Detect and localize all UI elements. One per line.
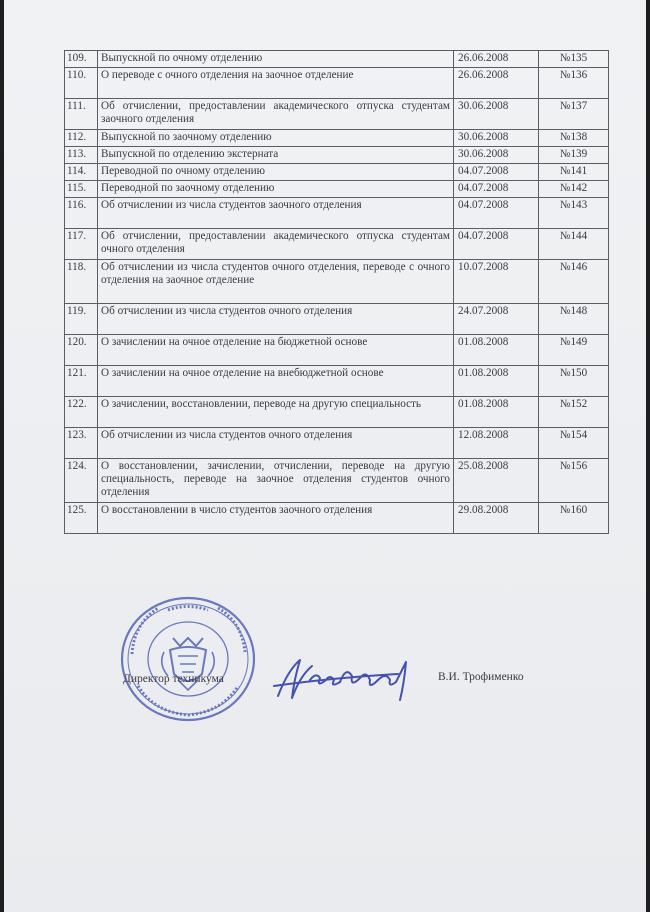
order-title: Выпускной по очному отделению [98, 51, 454, 68]
table-row [65, 68, 609, 99]
row-number: 114. [65, 164, 98, 181]
order-date: 24.07.2008 [454, 304, 539, 335]
table-row [65, 181, 609, 198]
order-number: №141 [539, 164, 609, 181]
order-number: №144 [539, 229, 609, 260]
table-row [65, 229, 609, 260]
order-title: Об отчислении из числа студентов очного отделения [98, 304, 454, 335]
order-title: Об отчислении из числа студентов заочного отделения [98, 198, 454, 229]
order-number: №154 [539, 428, 609, 459]
round-seal-stamp-icon [118, 594, 258, 724]
row-number: 111. [65, 99, 98, 130]
order-title: Об отчислении, предоставлении академического отпуска студентам очного отделения [98, 229, 454, 260]
order-date: 01.08.2008 [454, 366, 539, 397]
order-title: О зачислении на очное отделение на бюджетной основе [98, 335, 454, 366]
table-row [65, 164, 609, 181]
order-number: №135 [539, 51, 609, 68]
order-date: 26.06.2008 [454, 51, 539, 68]
row-number: 109. [65, 51, 98, 68]
order-number: №150 [539, 366, 609, 397]
order-title: О восстановлении, зачислении, отчислении, переводе на другую специальность, переводе на заочное отделения студентов очного отделения [98, 459, 454, 503]
table-row [65, 130, 609, 147]
row-number: 118. [65, 260, 98, 304]
row-number: 113. [65, 147, 98, 164]
order-date: 30.06.2008 [454, 130, 539, 147]
order-date: 04.07.2008 [454, 229, 539, 260]
row-number: 125. [65, 503, 98, 534]
order-title: О зачислении, восстановлении, переводе на другую специальность [98, 397, 454, 428]
row-number: 121. [65, 366, 98, 397]
order-number: №148 [539, 304, 609, 335]
order-date: 25.08.2008 [454, 459, 539, 503]
row-number: 123. [65, 428, 98, 459]
order-title: О восстановлении в число студентов заочного отделения [98, 503, 454, 534]
orders-table [64, 50, 609, 534]
order-number: №138 [539, 130, 609, 147]
order-date: 26.06.2008 [454, 68, 539, 99]
order-title: Переводной по заочному отделению [98, 181, 454, 198]
order-number: №160 [539, 503, 609, 534]
order-number: №152 [539, 397, 609, 428]
order-title: Переводной по очному отделению [98, 164, 454, 181]
table-row [65, 459, 609, 503]
handwritten-signature-icon [270, 650, 420, 710]
table-row [65, 147, 609, 164]
row-number: 110. [65, 68, 98, 99]
order-date: 01.08.2008 [454, 397, 539, 428]
signatory-name: В.И. Трофименко [438, 671, 524, 683]
row-number: 124. [65, 459, 98, 503]
order-number: №137 [539, 99, 609, 130]
order-date: 10.07.2008 [454, 260, 539, 304]
order-title: Об отчислении из числа студентов очного отделения [98, 428, 454, 459]
row-number: 122. [65, 397, 98, 428]
order-number: №156 [539, 459, 609, 503]
table-row [65, 397, 609, 428]
order-title: Об отчислении, предоставлении академического отпуска студентам заочного отделения [98, 99, 454, 130]
order-number: №149 [539, 335, 609, 366]
order-title: О переводе с очного отделения на заочное отделение [98, 68, 454, 99]
table-row [65, 198, 609, 229]
order-number: №142 [539, 181, 609, 198]
row-number: 120. [65, 335, 98, 366]
order-number: №139 [539, 147, 609, 164]
row-number: 115. [65, 181, 98, 198]
row-number: 117. [65, 229, 98, 260]
order-date: 12.08.2008 [454, 428, 539, 459]
table-row [65, 366, 609, 397]
table-row [65, 304, 609, 335]
table-row [65, 260, 609, 304]
row-number: 112. [65, 130, 98, 147]
order-date: 04.07.2008 [454, 198, 539, 229]
order-date: 04.07.2008 [454, 164, 539, 181]
order-number: №136 [539, 68, 609, 99]
row-number: 116. [65, 198, 98, 229]
order-title: Об отчислении из числа студентов очного отделения, переводе с очного отделения на заочное отделение [98, 260, 454, 304]
order-number: №143 [539, 198, 609, 229]
order-title: Выпускной по заочному отделению [98, 130, 454, 147]
order-date: 01.08.2008 [454, 335, 539, 366]
table-row [65, 99, 609, 130]
order-date: 30.06.2008 [454, 147, 539, 164]
order-number: №146 [539, 260, 609, 304]
table-row [65, 51, 609, 68]
row-number: 119. [65, 304, 98, 335]
order-date: 30.06.2008 [454, 99, 539, 130]
table-row [65, 428, 609, 459]
order-title: О зачислении на очное отделение на внебюджетной основе [98, 366, 454, 397]
order-date: 29.08.2008 [454, 503, 539, 534]
order-title: Выпускной по отделению экстерната [98, 147, 454, 164]
table-row [65, 503, 609, 534]
order-date: 04.07.2008 [454, 181, 539, 198]
signature-position: Директор техникума [123, 673, 224, 685]
table-row [65, 335, 609, 366]
